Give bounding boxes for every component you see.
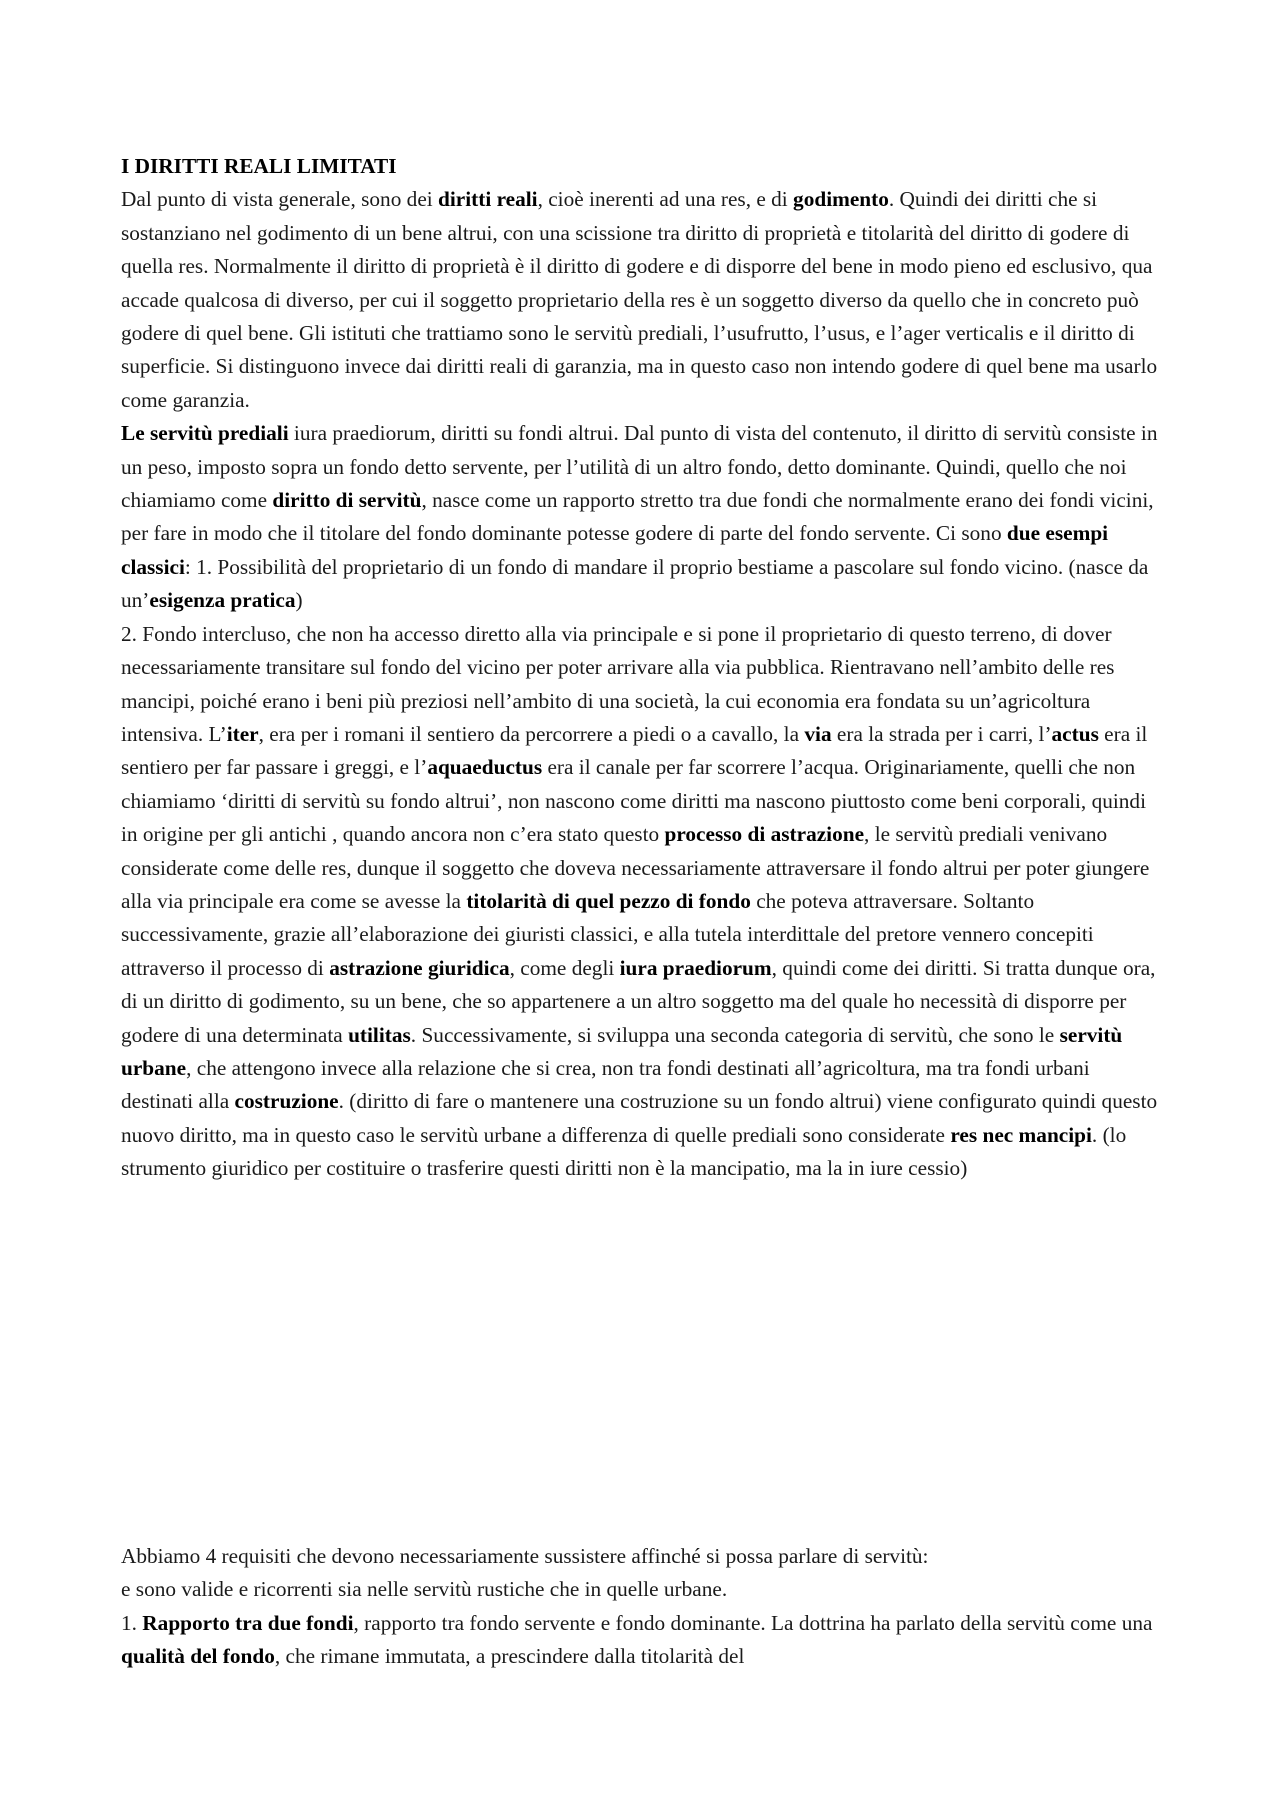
bold-term: iura praediorum xyxy=(619,955,772,980)
text-block-lower xyxy=(121,1540,1165,1674)
bold-term: iter xyxy=(226,721,259,746)
bold-term: titolarità di quel pezzo di fondo xyxy=(466,888,751,913)
text-run: , nasce come un rapporto stretto tra due fondi che normalmente erano dei fondi vicini, per fare in modo che il titolare del fondo dominante potesse godere di parte del fondo servente. Ci sono xyxy=(121,488,1154,546)
text-run: . Quindi dei diritti che si sostanziano nel godimento di un bene altrui, con una scissione tra diritto di proprietà e titolarità del diritto di godere di quella res. Normalmente il diritto di proprietà è il diritto di godere e di disporre del bene in modo pieno ed esclusivo, qua accade qualcosa di diverso, per cui il soggetto proprietario della res è un soggetto diverso da quello che in concreto può godere di quel bene. Gli istituti che trattiamo sono le servitù prediali, l’usufrutto, l’usus, e l’ager verticalis e il diritto di superficie. Si distinguono invece dai diritti reali di garanzia, ma in questo caso non intendo godere di quel bene ma usarlo come garanzia. xyxy=(121,187,1158,412)
text-run: era il sentiero per far passare i greggi, e l’ xyxy=(121,721,1148,780)
bold-term: due esempi classici xyxy=(121,521,1109,579)
text-run: , rapporto tra fondo servente e fondo dominante. La dottrina ha parlato della servitù come una xyxy=(353,1610,1153,1635)
text-block-upper xyxy=(121,150,1165,1186)
text-run: , che rimane immutata, a prescindere dalla titolarità del xyxy=(274,1644,745,1669)
text-run: , come degli xyxy=(509,955,620,980)
paragraph-servitu-prediali xyxy=(121,417,1165,617)
text-run: , era per i romani il sentiero da percorrere a piedi o a cavallo, la xyxy=(258,721,805,746)
bold-term: via xyxy=(804,721,832,746)
text-run: . Successivamente, si sviluppa una seconda categoria di servitù, che sono le xyxy=(410,1022,1060,1047)
bold-term: processo di astrazione xyxy=(664,822,865,847)
bold-term: diritto di servitù xyxy=(272,488,422,513)
text-run: 1. xyxy=(121,1610,143,1635)
text-run: . (lo strumento giuridico per costituire o trasferire questi diritti non è la mancipatio, ma la in iure cessio) xyxy=(121,1122,1127,1181)
text-run: ) xyxy=(295,588,303,613)
paragraph-intro xyxy=(121,183,1165,417)
bold-term: godimento xyxy=(793,187,889,212)
bold-term: qualità del fondo xyxy=(121,1644,275,1669)
bold-term: costruzione xyxy=(234,1089,339,1114)
bold-term: res nec mancipi xyxy=(950,1122,1092,1147)
text-run: era la strada per i carri, l’ xyxy=(831,721,1052,746)
text-run: che poteva attraversare. Soltanto successivamente, grazie all’elaborazione dei giuristi classici, e alla tutela interdittale del pretore vennero concepiti attraverso il processo di xyxy=(121,888,1094,980)
bold-term: esigenza pratica xyxy=(149,588,296,613)
bold-term: aquaeductus xyxy=(427,755,543,780)
text-run: era il canale per far scorrere l’acqua. Originariamente, quelli che non chiamiamo ‘diritti di servitù su fondo altrui’, non nascono come diritti ma nascono piuttosto come beni corporali, quindi in origine per gli antichi , quando ancora non c’era stato questo xyxy=(121,755,1146,847)
text-run: . (diritto di fare o mantenere una costruzione su un fondo altrui) viene configurato quindi questo nuovo diritto, ma in questo caso le servitù urbane a differenza di quelle prediali sono considerate xyxy=(121,1089,1158,1147)
text-run: Dal punto di vista generale, sono dei xyxy=(121,187,439,212)
text-run: , cioè inerenti ad una res, e di xyxy=(537,187,794,212)
document-title: I DIRITTI REALI LIMITATI xyxy=(121,154,397,178)
bold-term: diritti reali xyxy=(438,187,538,212)
paragraph-requisito-1 xyxy=(121,1607,1165,1674)
text-run: iura praediorum, diritti su fondi altrui. Dal punto di vista del contenuto, il diritto di servitù consiste in un peso, imposto sopra un fondo detto servente, per l’utilità di un altro fondo, detto dominante. Quindi, quello che noi chiamiamo come xyxy=(121,421,1158,513)
text-run: , che attengono invece alla relazione che si crea, non tra fondi destinati all’agricoltura, ma tra fondi urbani destinati alla xyxy=(121,1055,1090,1114)
paragraph-requisiti: Abbiamo 4 requisiti che devono necessariamente sussistere affinché si possa parlare di servitù: xyxy=(121,1544,929,1568)
bold-term: actus xyxy=(1051,721,1099,746)
bold-term: Rapporto tra due fondi xyxy=(142,1610,354,1635)
text-run: 2. Fondo intercluso, che non ha accesso diretto alla via principale e si pone il proprietario di questo terreno, di dover necessariamente transitare sul fondo del vicino per poter arrivare alla via pubblica. Rientravano nell’ambito delle res mancipi, poiché erano i beni più preziosi nell’ambito di una società, la cui economia era fondata su un’agricoltura intensiva. L’ xyxy=(121,621,1115,746)
text-run: , quindi come dei diritti. Si tratta dunque ora, di un diritto di godimento, su un bene, che so appartenere a un altro soggetto ma del quale ho necessità di disporre per godere di una determinata xyxy=(121,955,1156,1047)
bold-term: servitù urbane xyxy=(121,1022,1123,1080)
text-run: , le servitù prediali venivano considerate come delle res, dunque il soggetto che doveva necessariamente attraversare il fondo altrui per poter giungere alla via principale era come se avesse la xyxy=(121,822,1150,913)
bold-term: astrazione giuridica xyxy=(329,955,510,980)
text-run: : 1. Possibilità del proprietario di un fondo di mandare il proprio bestiame a pascolare sul fondo vicino. (nasce da un’ xyxy=(121,554,1149,613)
paragraph-validita: e sono valide e ricorrenti sia nelle servitù rustiche che in quelle urbane. xyxy=(121,1577,728,1602)
bold-term: Le servitù prediali xyxy=(121,421,289,446)
paragraph-fondo-intercluso xyxy=(121,618,1165,1186)
bold-term: utilitas xyxy=(348,1022,411,1047)
